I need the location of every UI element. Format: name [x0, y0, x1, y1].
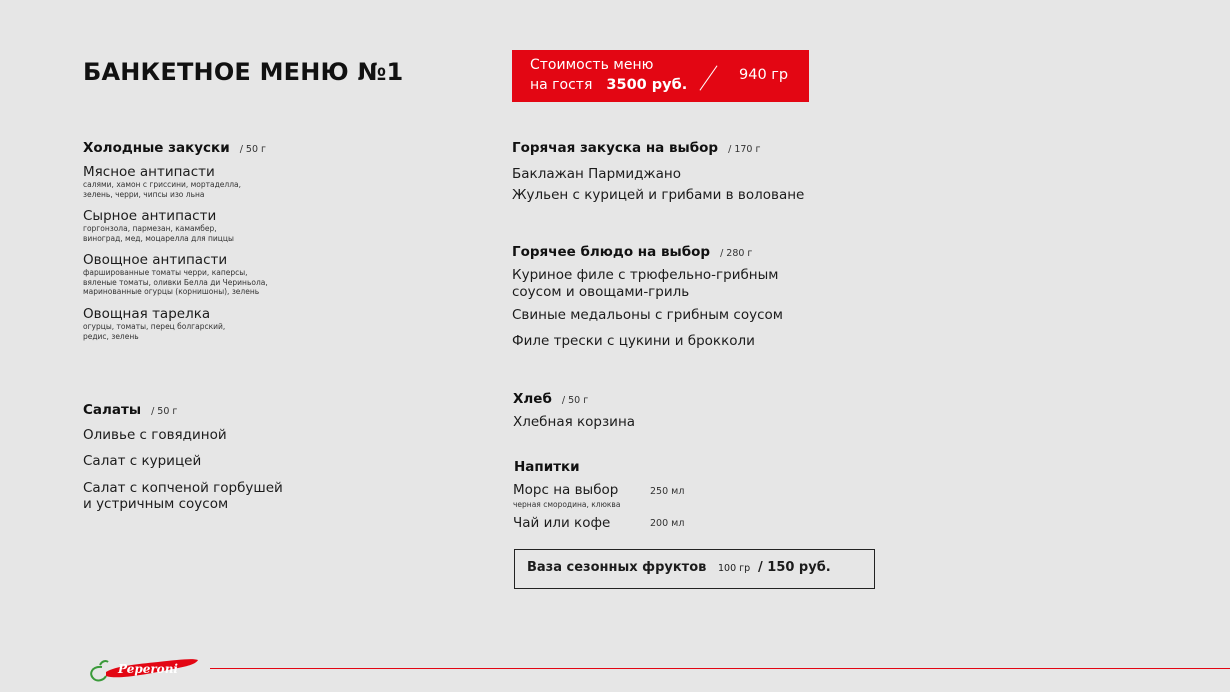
hot-dish-section-title: [512, 244, 752, 260]
hot-snack-title: Горячая закуска на выбор: [512, 140, 719, 156]
item-desc: вяленые томаты, оливки Белла ди Чериньола,: [83, 277, 268, 287]
fruit-weight: 100 гр: [718, 563, 751, 574]
price-label-line1: Стоимость меню: [530, 57, 654, 73]
menu-item: Морс на выбор: [513, 482, 619, 498]
menu-item: Хлебная корзина: [513, 414, 636, 430]
menu-item: Салат с курицей: [83, 453, 202, 469]
menu-item: [83, 164, 241, 199]
menu-item: Филе трески с цукини и брокколи: [512, 333, 755, 349]
menu-item: Чай или кофе: [513, 515, 611, 531]
menu-item: [83, 306, 225, 341]
bread-weight: / 50 г: [561, 395, 589, 406]
drinks-section-title: Напитки: [514, 459, 580, 475]
item-volume: 200 мл: [650, 518, 685, 529]
item-desc: огурцы, томаты, перец болгарский,: [83, 322, 226, 331]
salads-title: Салаты: [83, 402, 142, 418]
menu-item: Куриное филе с трюфельно-грибным: [512, 267, 779, 283]
item-name: Мясное антипасти: [83, 164, 215, 180]
price-label: на гостя: [530, 77, 593, 93]
logo-graphic: [88, 654, 200, 682]
item-desc: салями, хамон с гриссини, мортаделла,: [83, 180, 241, 189]
cold-title: Холодные закуски: [83, 140, 230, 156]
menu-item: Свиные медальоны с грибным соусом: [512, 307, 783, 323]
fruit-name: Ваза сезонных фруктов: [527, 560, 707, 575]
fruit-box: [514, 549, 875, 589]
cold-section-title: [83, 140, 266, 156]
footer-divider: [210, 668, 1230, 669]
salads-weight: / 50 г: [151, 406, 178, 417]
peperoni-logo: [88, 654, 200, 682]
item-name: Овощное антипасти: [83, 252, 228, 268]
price-amount: 3500 руб.: [606, 77, 688, 93]
hot-snack-section-title: [512, 140, 760, 156]
hot-dish-title: Горячее блюдо на выбор: [512, 244, 711, 260]
svg-text:Peperoni: Peperoni: [118, 662, 178, 676]
menu-item: Салат с копченой горбушей: [83, 480, 283, 496]
menu-item: Оливье с говядиной: [83, 427, 227, 443]
item-desc: фаршированные томаты черри, каперсы,: [83, 268, 248, 277]
item-desc: черная смородина, клюква: [513, 500, 621, 509]
price-label-line2: [530, 77, 687, 93]
menu-item: [83, 208, 234, 243]
page-title: БАНКЕТНОЕ МЕНЮ №1: [83, 58, 404, 86]
fruit-price: / 150 руб.: [758, 560, 831, 575]
salads-section-title: [83, 402, 177, 418]
menu-item: Жульен с курицей и грибами в воловане: [512, 187, 805, 203]
menu-item: соусом и овощами-гриль: [512, 284, 690, 300]
total-weight: 940 гр: [739, 67, 789, 83]
item-desc: виноград, мед, моцарелла для пиццы: [83, 233, 234, 243]
item-desc: маринованные огурцы (корнишоны), зелень: [83, 287, 260, 296]
bread-title: Хлеб: [513, 391, 552, 407]
item-name: Овощная тарелка: [83, 306, 211, 322]
price-box: [512, 50, 809, 102]
menu-item: [83, 252, 268, 297]
item-desc: зелень, черри, чипсы изо льна: [83, 189, 205, 199]
bread-section-title: [513, 391, 588, 407]
price-divider: [699, 65, 717, 90]
cold-weight: / 50 г: [239, 144, 267, 155]
item-volume: 250 мл: [650, 486, 685, 497]
item-desc: редис, зелень: [83, 331, 139, 341]
menu-item: Баклажан Пармиджано: [512, 166, 681, 182]
item-desc: горгонзола, пармезан, камамбер,: [83, 224, 217, 233]
menu-item: и устричным соусом: [83, 496, 229, 512]
item-name: Сырное антипасти: [83, 208, 217, 224]
hot-snack-weight: / 170 г: [728, 144, 761, 155]
hot-dish-weight: / 280 г: [720, 248, 753, 259]
